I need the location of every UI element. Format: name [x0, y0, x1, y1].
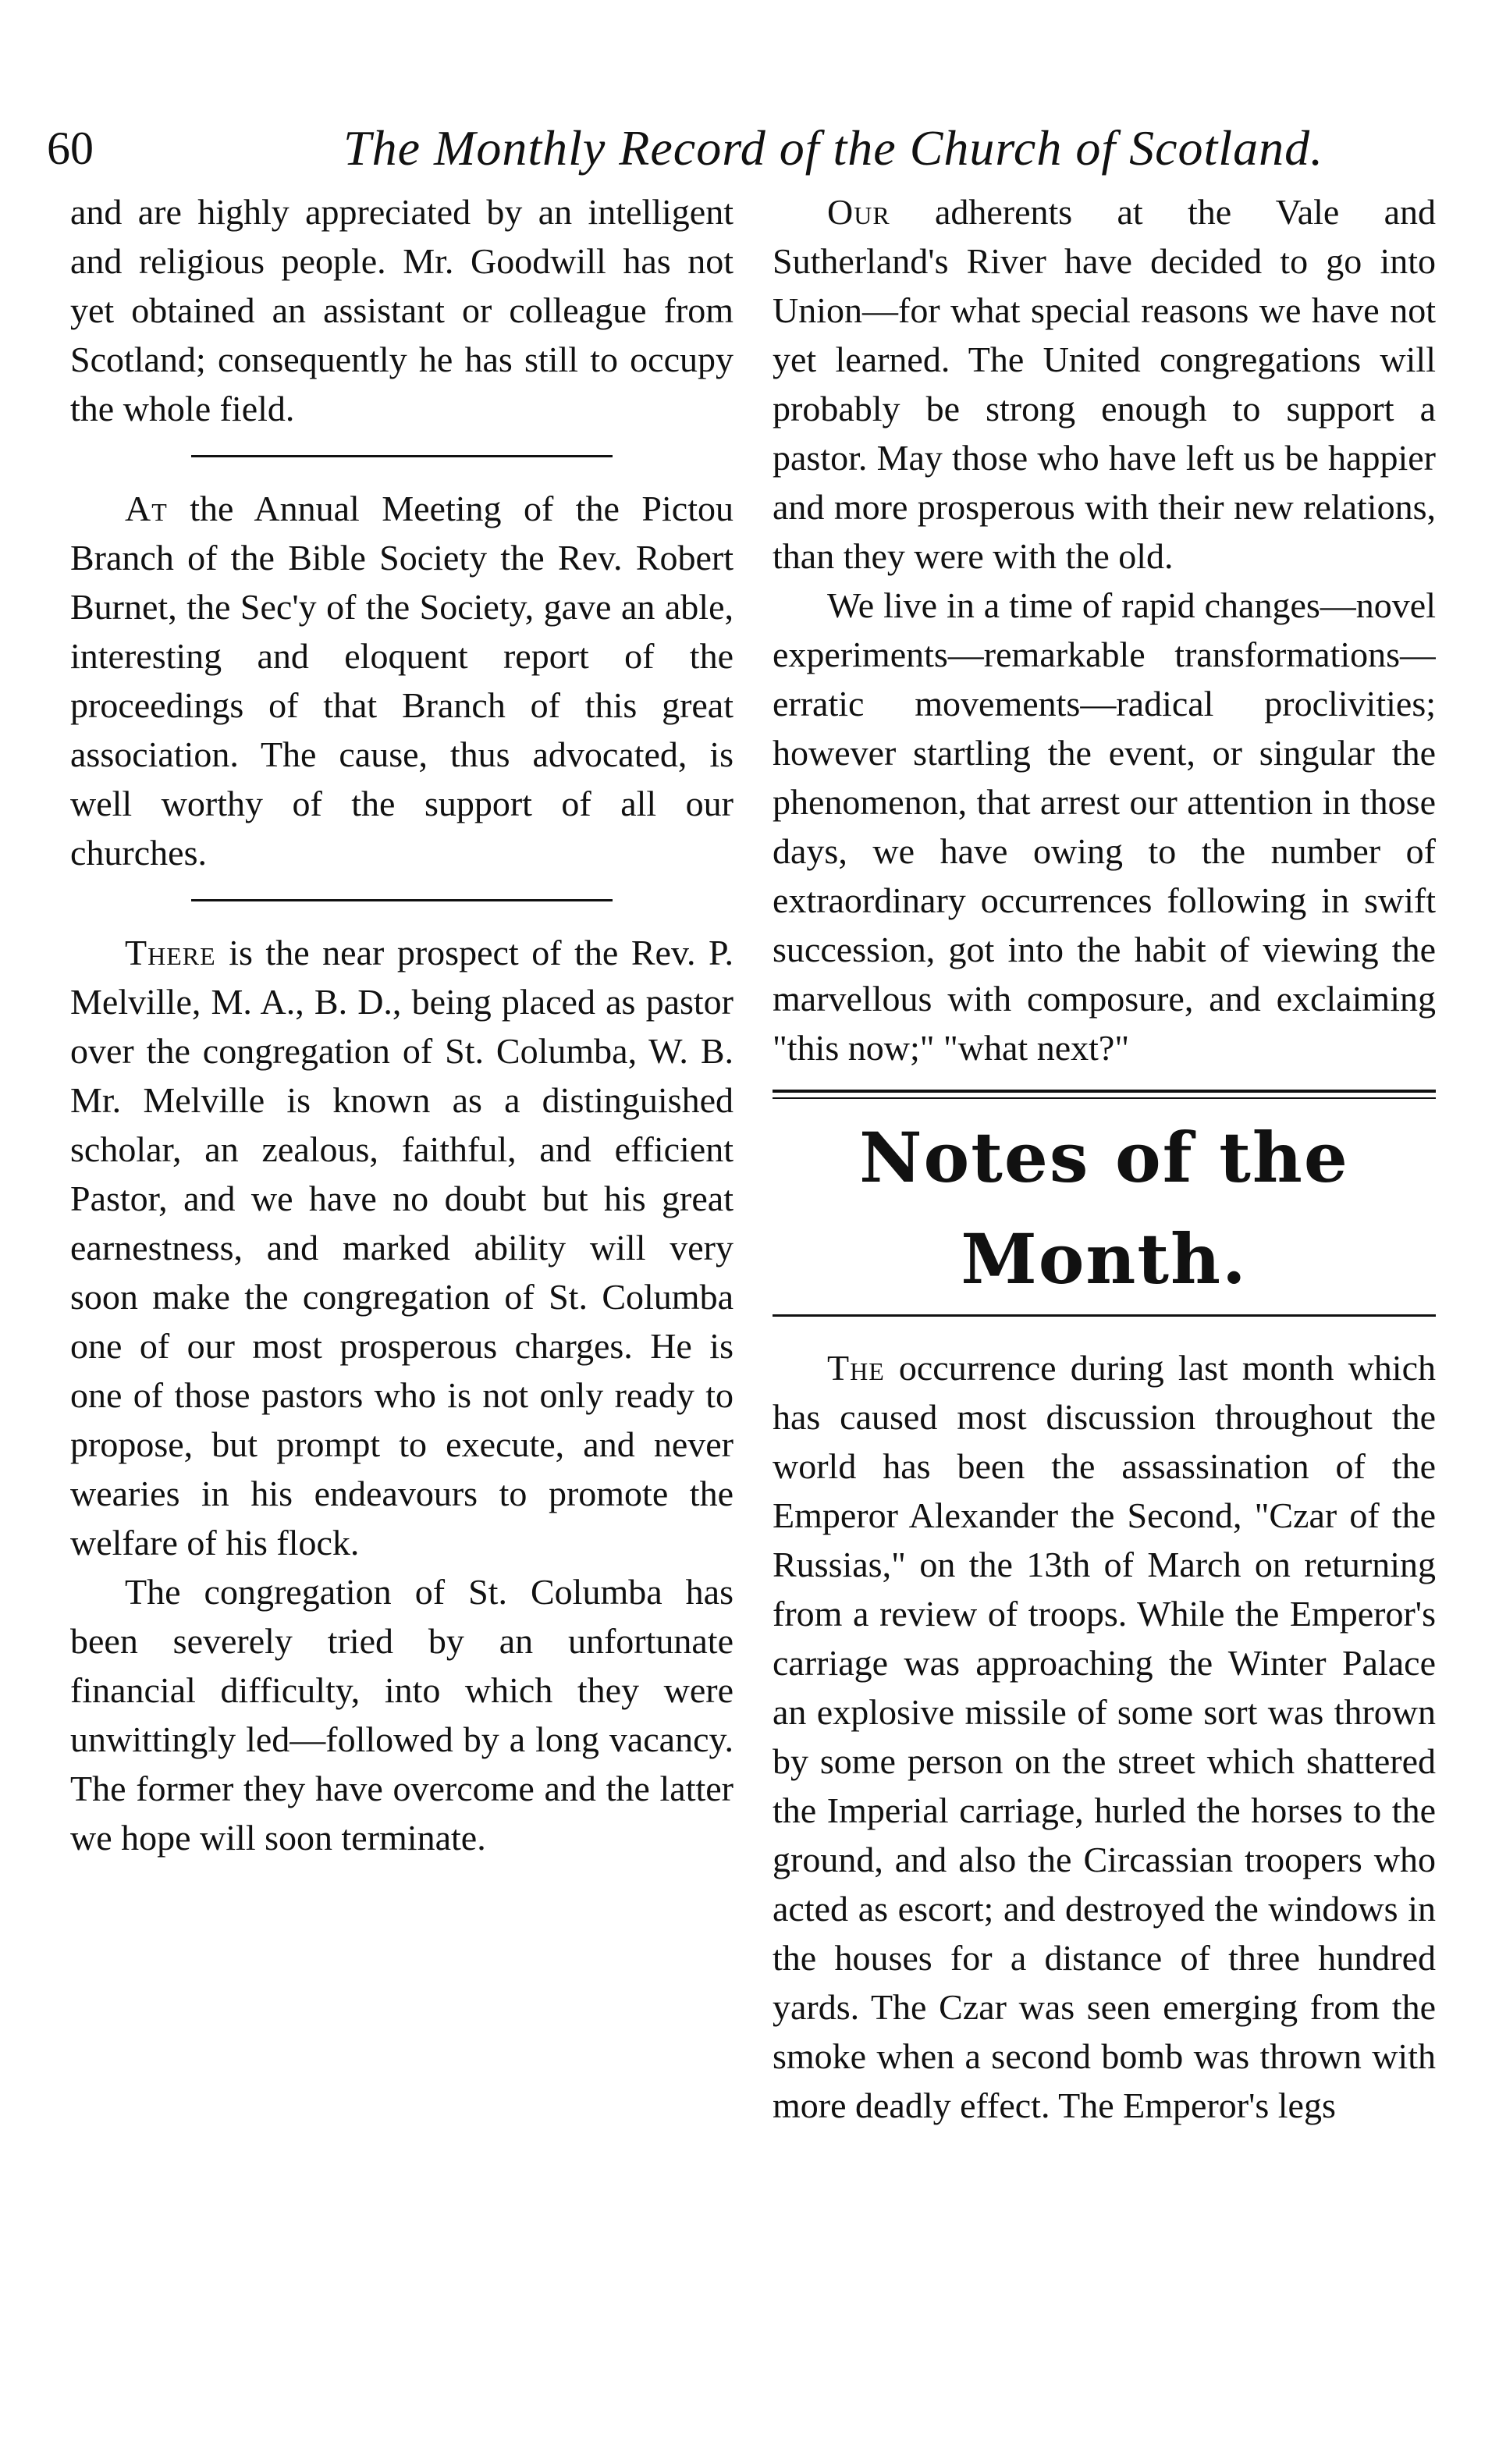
paragraph-czar	[773, 1343, 1436, 2130]
paragraph-text: the Annual Meeting of the Pictou Branch of the Bible Society the Rev. Robert Burnet, the Sec'y of the Society, gave an able, interesting and eloquent report of the proceedings of that Branch of this great association. The cause, thus advocated, is well worthy of the support of all our churches.	[70, 489, 734, 873]
paragraph-vale-union	[773, 187, 1436, 581]
running-title: The Monthly Record of the Church of Scotland.	[343, 120, 1324, 176]
paragraph-melville	[70, 928, 734, 1567]
section-heading: Notes of the Month.	[859, 1117, 1349, 1300]
section-divider	[191, 455, 613, 457]
paragraph-lead: Our	[827, 192, 890, 232]
paragraph-text: occurrence during last month which has caused most discussion throughout the world has been the assassination of the Emperor Alexander the Second, "Czar of the Russias," on the 13th of March on returning from a review of troops. While the Emperor's carriage was approaching the Winter Palace an explosive missile of some sort was thrown by some person on the street which shattered the Imperial carriage, hurled the horses to the ground, and also the Circassian troopers who acted as escort; and destroyed the windows in the houses for a distance of three hundred yards. The Czar was seen emerging from the smoke when a second bomb was thrown with more deadly effect. The Emperor's legs	[773, 1348, 1436, 2125]
paragraph-text: is the near prospect of the Rev. P. Melville, M. A., B. D., being placed as pastor over the congregation of St. Columba, W. B. Mr. Melville is known as a distinguished scholar, an zealous, faithful, and efficient Pastor, and we have no doubt but his great earnestness, and marked ability will very soon make the congregation of St. Columba one of our most prosperous charges. He is one of those pastors who is not only ready to propose, but prompt to execute, and never wearies in his endeavours to promote the welfare of his flock.	[70, 933, 734, 1563]
left-column	[70, 187, 734, 2279]
page-number: 60	[47, 123, 94, 174]
page-header	[47, 109, 1451, 187]
paragraph-rapid-changes: We live in a time of rapid changes—novel experiments—remarkable transformations—erratic movements—radical proclivities; however startling the event, or singular the phenomenon, that arrest our attention in those days, we have owing to the number of extraordinary occurrences following in swift succession, got into the habit of viewing the marvellous with composure, and exclaiming "this now;" "what next?"	[773, 585, 1436, 1068]
paragraph-text: adherents at the Vale and Sutherland's River have decided to go into Union—for what special reasons we have not yet learned. The United congregations will probably be strong enough to support a pastor. May those who have left us be happier and more prosperous with their new relations, than they were with the old.	[773, 192, 1436, 576]
double-rule	[773, 1090, 1436, 1099]
section-divider	[191, 899, 613, 901]
paragraph-continuation: and are highly appreciated by an intelligent and religious people. Mr. Goodwill has not yet obtained an assistant or colleague from Scotland; consequently he has still to occupy the whole field.	[70, 192, 734, 428]
paragraph-lead: The	[827, 1348, 885, 1388]
right-column	[773, 187, 1436, 2279]
heading-rule	[773, 1314, 1436, 1317]
paragraph-lead: There	[125, 933, 216, 972]
paragraph-lead: At	[125, 489, 168, 528]
paragraph-bible-society	[70, 484, 734, 877]
paragraph-st-columba: The congregation of St. Columba has been severely tried by an unfortunate financial difficulty, into which they were unwittingly led—followed by a long vacancy. The former they have overcome and the latter we hope will soon terminate.	[70, 1572, 734, 1858]
